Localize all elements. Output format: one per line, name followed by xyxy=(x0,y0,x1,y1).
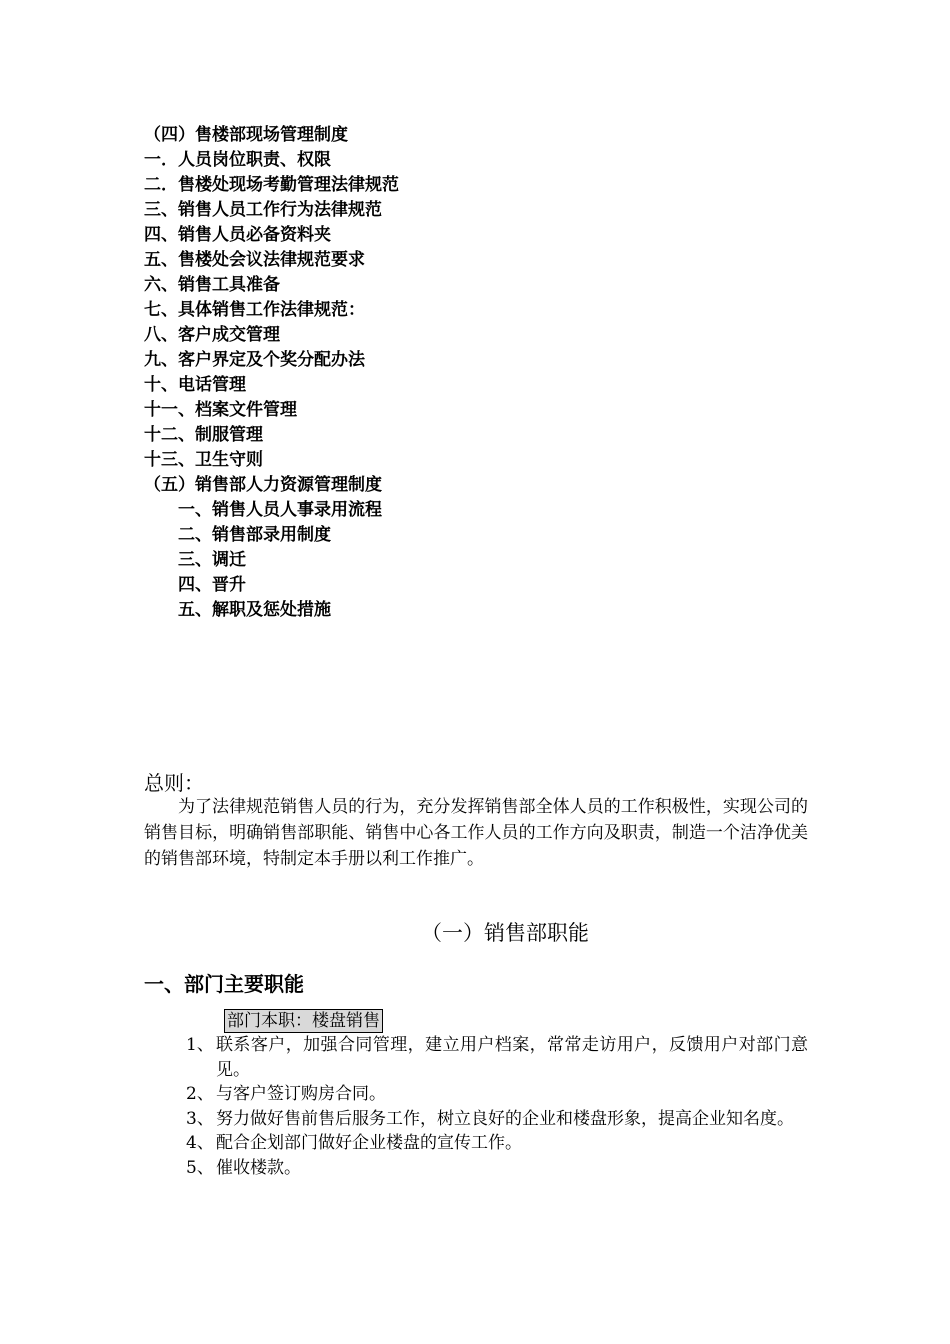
list-number: 1、 xyxy=(186,1035,214,1055)
toc-item: 二．售楼处现场考勤管理法律规范 xyxy=(144,175,399,195)
list-text: 配合企划部门做好企业楼盘的宣传工作。 xyxy=(216,1133,522,1153)
list-item xyxy=(186,1033,808,1082)
general-rules-paragraph: 为了法律规范销售人员的行为，充分发挥销售部全体人员的工作积极性，实现公司的销售目标，明确销售部职能、销售中心各工作人员的工作方向及职责，制造一个洁净优美的销售部环境，特制定本手册以利工作推广。 xyxy=(144,797,808,869)
toc-item: 一．人员岗位职责、权限 xyxy=(144,150,331,170)
list-number: 2、 xyxy=(186,1084,214,1104)
list-number: 5、 xyxy=(186,1157,214,1178)
toc-subitem: 三、调迁 xyxy=(178,550,246,570)
general-rules-title: 总则： xyxy=(144,771,204,795)
toc-item: 十一、档案文件管理 xyxy=(144,400,297,420)
list-item xyxy=(186,1082,808,1107)
toc-item: 六、销售工具准备 xyxy=(144,275,280,295)
toc-section5-title: （五）销售部人力资源管理制度 xyxy=(144,475,382,495)
boxed-label: 部门本职：楼盘销售 xyxy=(224,1009,383,1033)
duty-list xyxy=(186,1033,808,1180)
toc-subitem: 四、晋升 xyxy=(178,575,246,595)
list-text: 与客户签订购房合同。 xyxy=(216,1084,386,1104)
list-item xyxy=(186,1107,808,1132)
toc-item: 十三、卫生守则 xyxy=(144,450,263,470)
list-number: 3、 xyxy=(186,1108,214,1129)
toc-subitem: 一、销售人员人事录用流程 xyxy=(178,500,382,520)
list-text: 催收楼款。 xyxy=(216,1157,301,1178)
toc-item: 七、具体销售工作法律规范： xyxy=(144,300,365,320)
toc-item: 十二、制服管理 xyxy=(144,425,263,445)
list-item xyxy=(186,1131,808,1156)
department-heading: 一、部门主要职能 xyxy=(144,972,304,996)
list-number: 4、 xyxy=(186,1133,214,1153)
toc-item: 五、售楼处会议法律规范要求 xyxy=(144,250,365,270)
table-of-contents xyxy=(144,123,844,623)
list-text: 努力做好售前售后服务工作，树立良好的企业和楼盘形象，提高企业知名度。 xyxy=(216,1108,794,1129)
list-text: 联系客户，加强合同管理，建立用户档案，常常走访用户，反馈用户对部门意见。 xyxy=(216,1035,808,1080)
toc-subitem: 二、销售部录用制度 xyxy=(178,525,331,545)
toc-section4-title: （四）售楼部现场管理制度 xyxy=(144,125,348,145)
toc-item: 十、电话管理 xyxy=(144,375,246,395)
section-title: （一）销售部职能 xyxy=(421,921,589,945)
toc-item: 九、客户界定及个奖分配办法 xyxy=(144,350,365,370)
toc-subitem: 五、解职及惩处措施 xyxy=(178,600,331,620)
toc-item: 八、客户成交管理 xyxy=(144,325,280,345)
list-item xyxy=(186,1156,808,1181)
toc-item: 四、销售人员必备资料夹 xyxy=(144,225,331,245)
toc-item: 三、销售人员工作行为法律规范 xyxy=(144,200,382,220)
